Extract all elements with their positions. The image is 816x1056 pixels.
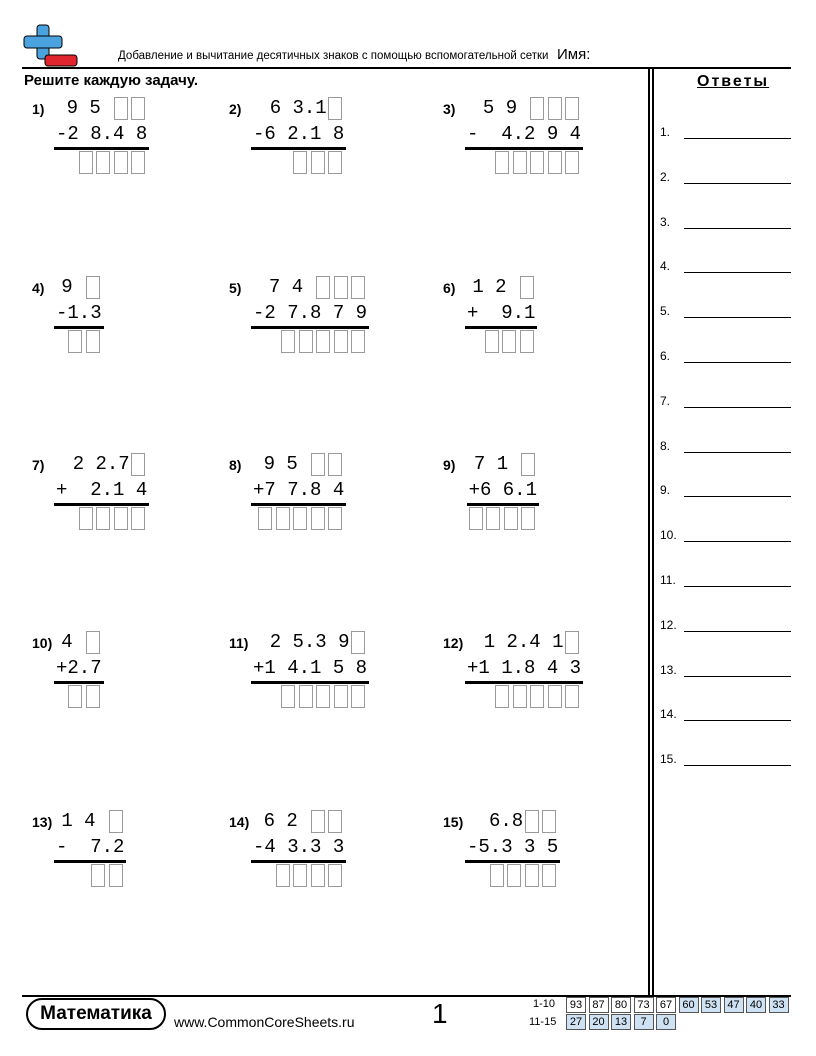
answer-digit-box[interactable] [131, 151, 145, 174]
answer-digit-box[interactable] [548, 685, 562, 708]
placeholder-box[interactable] [86, 631, 100, 654]
answer-boxes [67, 685, 102, 708]
bottom-operand: -6 2.1 8 [253, 123, 345, 145]
bottom-operand: -2 8.4 8 [56, 123, 148, 145]
key-cell: 93 [566, 997, 586, 1013]
answer-number: 7. [660, 393, 671, 408]
problem-number: 9) [443, 457, 456, 473]
answer-boxes [292, 151, 345, 174]
answers-title: Ответы [697, 73, 770, 90]
answer-boxes [77, 151, 147, 174]
top-operand [472, 276, 535, 299]
top-operand [61, 276, 101, 299]
answer-line-3[interactable] [684, 228, 791, 229]
answer-digit-box[interactable] [520, 330, 534, 353]
answer-digit-box[interactable] [486, 507, 500, 530]
answer-digit-box[interactable] [299, 685, 313, 708]
key-cell: 67 [656, 997, 676, 1013]
top-operand [73, 453, 148, 476]
key-cell: 40 [746, 997, 766, 1013]
top-operand-digits: 1 2 [472, 276, 518, 298]
answer-digit-box[interactable] [276, 507, 290, 530]
placeholder-box[interactable] [521, 453, 535, 476]
answer-boxes [280, 685, 368, 708]
answer-bar [251, 147, 346, 150]
problem-number: 2) [229, 101, 242, 117]
bottom-operand: +7 7.8 4 [253, 479, 345, 501]
answer-bar [251, 503, 346, 506]
answer-line-12[interactable] [684, 631, 791, 632]
key-cell: 73 [634, 997, 654, 1013]
answer-bar [251, 860, 346, 863]
answer-line-4[interactable] [684, 272, 791, 273]
placeholder-box[interactable] [334, 276, 348, 299]
problem-number: 4) [32, 280, 45, 296]
problem-number: 15) [443, 814, 464, 830]
problem-number: 3) [443, 101, 456, 117]
top-operand [67, 97, 148, 120]
answer-digit-box[interactable] [68, 685, 82, 708]
bottom-operand: -2 7.8 7 9 [253, 302, 368, 324]
top-operand [474, 453, 537, 476]
answer-digit-box[interactable] [79, 151, 93, 174]
column-divider-left [648, 67, 650, 995]
answer-digit-box[interactable] [299, 330, 313, 353]
answer-digit-box[interactable] [114, 507, 128, 530]
bottom-operand: -1.3 [56, 302, 102, 324]
answer-boxes [494, 151, 582, 174]
answer-digit-box[interactable] [334, 685, 348, 708]
answer-digit-box[interactable] [316, 685, 330, 708]
key-cell: 47 [724, 997, 744, 1013]
answer-digit-box[interactable] [131, 507, 145, 530]
answer-digit-box[interactable] [504, 507, 518, 530]
website-link[interactable]: www.CommonCoreSheets.ru [174, 1014, 355, 1030]
top-operand [264, 453, 345, 476]
top-operand-digits: 6.8 [489, 810, 524, 832]
top-operand [270, 631, 367, 654]
placeholder-box[interactable] [131, 97, 145, 120]
placeholder-box[interactable] [114, 97, 128, 120]
key-cell: 0 [656, 1014, 676, 1030]
answer-number: 9. [660, 483, 671, 498]
answer-line-2[interactable] [684, 183, 791, 184]
bottom-operand: +1 1.8 4 3 [467, 657, 582, 679]
answer-boxes [77, 507, 147, 530]
answer-number: 12. [660, 617, 677, 632]
top-operand-digits: 9 5 [66, 97, 113, 119]
answer-digit-box[interactable] [91, 864, 105, 887]
problem-number: 14) [229, 814, 250, 830]
answer-digit-box[interactable] [351, 330, 365, 353]
answer-digit-box[interactable] [293, 151, 307, 174]
problem-number: 8) [229, 457, 242, 473]
placeholder-box[interactable] [131, 453, 145, 476]
answer-digit-box[interactable] [316, 330, 330, 353]
answer-number: 1. [660, 125, 671, 139]
top-operand [264, 810, 345, 833]
answer-boxes [280, 330, 368, 353]
key-cell: 33 [769, 997, 789, 1013]
top-operand-digits: 4 [61, 631, 85, 653]
answer-digit-box[interactable] [530, 685, 544, 708]
answer-digit-box[interactable] [521, 507, 535, 530]
placeholder-box[interactable] [530, 97, 544, 120]
answer-digit-box[interactable] [485, 330, 499, 353]
answer-line-15[interactable] [684, 765, 791, 766]
answer-bar [251, 681, 369, 684]
answer-digit-box[interactable] [311, 507, 325, 530]
answer-number: 3. [660, 214, 671, 229]
placeholder-box[interactable] [328, 810, 342, 833]
answer-bar [54, 147, 149, 150]
answer-boxes [257, 507, 345, 530]
answer-digit-box[interactable] [328, 151, 342, 174]
problem-number: 10) [32, 635, 53, 651]
answer-bar [54, 860, 126, 863]
answer-digit-box[interactable] [68, 330, 82, 353]
bottom-operand: - 4.2 9 4 [467, 123, 582, 145]
answer-digit-box[interactable] [495, 151, 509, 174]
key-row1-label: 1-10 [533, 998, 556, 1010]
answer-line-5[interactable] [684, 317, 791, 318]
answer-boxes [67, 330, 102, 353]
answer-boxes [467, 507, 537, 530]
answer-digit-box[interactable] [525, 864, 539, 887]
answer-digit-box[interactable] [281, 330, 295, 353]
top-operand [61, 631, 101, 654]
answer-digit-box[interactable] [530, 151, 544, 174]
answer-number: 5. [660, 304, 671, 319]
answer-digit-box[interactable] [513, 151, 527, 174]
placeholder-box[interactable] [328, 97, 342, 120]
answer-number: 14. [660, 707, 677, 722]
answer-digit-box[interactable] [281, 685, 295, 708]
answer-line-9[interactable] [684, 496, 791, 497]
answer-digit-box[interactable] [565, 685, 579, 708]
bottom-operand: -5.3 3 5 [467, 836, 559, 858]
key-row2-label: 11-15 [529, 1016, 557, 1028]
top-operand-digits: 2 2.7 [72, 453, 130, 475]
problem-number: 1) [32, 101, 45, 117]
placeholder-box[interactable] [109, 810, 123, 833]
answer-number: 13. [660, 662, 677, 677]
answer-digit-box[interactable] [79, 507, 93, 530]
name-label: Имя: [557, 46, 591, 63]
placeholder-box[interactable] [520, 276, 534, 299]
placeholder-box[interactable] [86, 276, 100, 299]
placeholder-box[interactable] [542, 810, 556, 833]
top-operand-digits: 6 3.1 [269, 97, 327, 119]
answer-number: 11. [660, 573, 676, 587]
placeholder-box[interactable] [565, 631, 579, 654]
placeholder-box[interactable] [316, 276, 330, 299]
key-cell: 80 [611, 997, 631, 1013]
bottom-operand: +6 6.1 [468, 479, 537, 501]
answer-number: 8. [660, 438, 671, 453]
worksheet-title: Добавление и вычитание десятичных знаков с помощью вспомогательной сетки [118, 50, 549, 62]
placeholder-box[interactable] [311, 810, 325, 833]
answer-number: 10. [660, 528, 677, 543]
bottom-operand: - 7.2 [56, 836, 125, 858]
answer-digit-box[interactable] [114, 151, 128, 174]
answer-bar [251, 326, 369, 329]
answer-line-10[interactable] [684, 541, 791, 542]
answer-digit-box[interactable] [502, 330, 516, 353]
bottom-operand: +2.7 [56, 657, 102, 679]
answer-boxes [89, 864, 124, 887]
top-operand-digits: 1 4 [61, 810, 107, 832]
answer-digit-box[interactable] [328, 507, 342, 530]
answer-bar [465, 860, 560, 863]
answer-number: 2. [660, 169, 671, 184]
top-operand [484, 631, 581, 654]
answer-line-11[interactable] [684, 586, 791, 587]
answer-digit-box[interactable] [311, 151, 325, 174]
problem-number: 11) [229, 635, 249, 651]
answer-digit-box[interactable] [96, 507, 110, 530]
answer-digit-box[interactable] [258, 507, 272, 530]
answer-line-13[interactable] [684, 676, 791, 677]
answer-boxes [483, 330, 536, 353]
answer-boxes [274, 864, 344, 887]
placeholder-box[interactable] [328, 453, 342, 476]
answer-digit-box[interactable] [328, 864, 342, 887]
top-operand [270, 97, 345, 120]
problem-number: 7) [32, 457, 45, 473]
top-operand [269, 276, 367, 299]
answer-bar [465, 326, 537, 329]
key-cell: 53 [701, 997, 721, 1013]
key-cell: 27 [566, 1014, 586, 1030]
answer-digit-box[interactable] [542, 864, 556, 887]
answer-digit-box[interactable] [495, 685, 509, 708]
column-divider-right [652, 67, 654, 995]
bottom-operand: +1 4.1 5 8 [253, 657, 368, 679]
answer-digit-box[interactable] [565, 151, 579, 174]
top-operand-digits: 2 5.3 9 [269, 631, 350, 653]
header-rule [22, 67, 791, 69]
answer-digit-box[interactable] [276, 864, 290, 887]
answer-digit-box[interactable] [86, 330, 100, 353]
top-operand-digits: 6 2 [263, 810, 310, 832]
answer-bar [467, 503, 539, 506]
top-operand-digits: 5 9 [482, 97, 529, 119]
answer-bar [54, 326, 104, 329]
answer-digit-box[interactable] [334, 330, 348, 353]
key-cell: 87 [589, 997, 609, 1013]
bottom-operand: + 2.1 4 [56, 479, 148, 501]
answer-digit-box[interactable] [293, 507, 307, 530]
problem-number: 13) [32, 814, 53, 830]
answer-digit-box[interactable] [109, 864, 123, 887]
answer-digit-box[interactable] [96, 151, 110, 174]
top-operand [489, 810, 558, 833]
brand-badge: Математика [26, 998, 166, 1030]
answer-digit-box[interactable] [293, 864, 307, 887]
answer-line-1[interactable] [684, 138, 791, 139]
top-operand-digits: 7 1 [473, 453, 520, 475]
logo-icon [22, 24, 80, 68]
answer-digit-box[interactable] [548, 151, 562, 174]
answer-bar [465, 147, 583, 150]
top-operand [61, 810, 124, 833]
bottom-operand: -4 3.3 3 [253, 836, 345, 858]
key-cell: 60 [679, 997, 699, 1013]
answer-digit-box[interactable] [311, 864, 325, 887]
top-operand-digits: 1 2.4 1 [483, 631, 564, 653]
answer-boxes [494, 685, 582, 708]
top-operand-digits: 9 5 [263, 453, 310, 475]
answer-number: 15. [660, 752, 677, 767]
placeholder-box[interactable] [565, 97, 579, 120]
problem-number: 5) [229, 280, 242, 296]
placeholder-box[interactable] [351, 276, 365, 299]
answer-boxes [488, 864, 558, 887]
problem-number: 12) [443, 635, 464, 651]
placeholder-box[interactable] [351, 631, 365, 654]
top-operand [483, 97, 581, 120]
top-operand-digits: 9 [61, 276, 85, 298]
key-cell: 20 [589, 1014, 609, 1030]
answer-digit-box[interactable] [86, 685, 100, 708]
answer-line-14[interactable] [684, 720, 791, 721]
answer-digit-box[interactable] [513, 685, 527, 708]
key-cell: 7 [634, 1014, 654, 1030]
problem-number: 6) [443, 280, 456, 296]
key-cell: 13 [611, 1014, 631, 1030]
answer-bar [54, 681, 104, 684]
answer-digit-box[interactable] [469, 507, 483, 530]
answer-line-6[interactable] [684, 362, 791, 363]
answer-digit-box[interactable] [490, 864, 504, 887]
answer-bar [465, 681, 583, 684]
page-number: 1 [432, 998, 448, 1029]
answer-digit-box[interactable] [351, 685, 365, 708]
answer-number: 6. [660, 349, 671, 363]
answer-line-7[interactable] [684, 407, 791, 408]
instructions: Решите каждую задачу. [24, 72, 199, 89]
answer-digit-box[interactable] [507, 864, 521, 887]
bottom-operand: + 9.1 [467, 302, 536, 324]
placeholder-box[interactable] [548, 97, 562, 120]
answer-bar [54, 503, 149, 506]
placeholder-box[interactable] [311, 453, 325, 476]
answer-number: 4. [660, 259, 671, 274]
answer-line-8[interactable] [684, 452, 791, 453]
top-operand-digits: 7 4 [268, 276, 315, 298]
placeholder-box[interactable] [525, 810, 539, 833]
